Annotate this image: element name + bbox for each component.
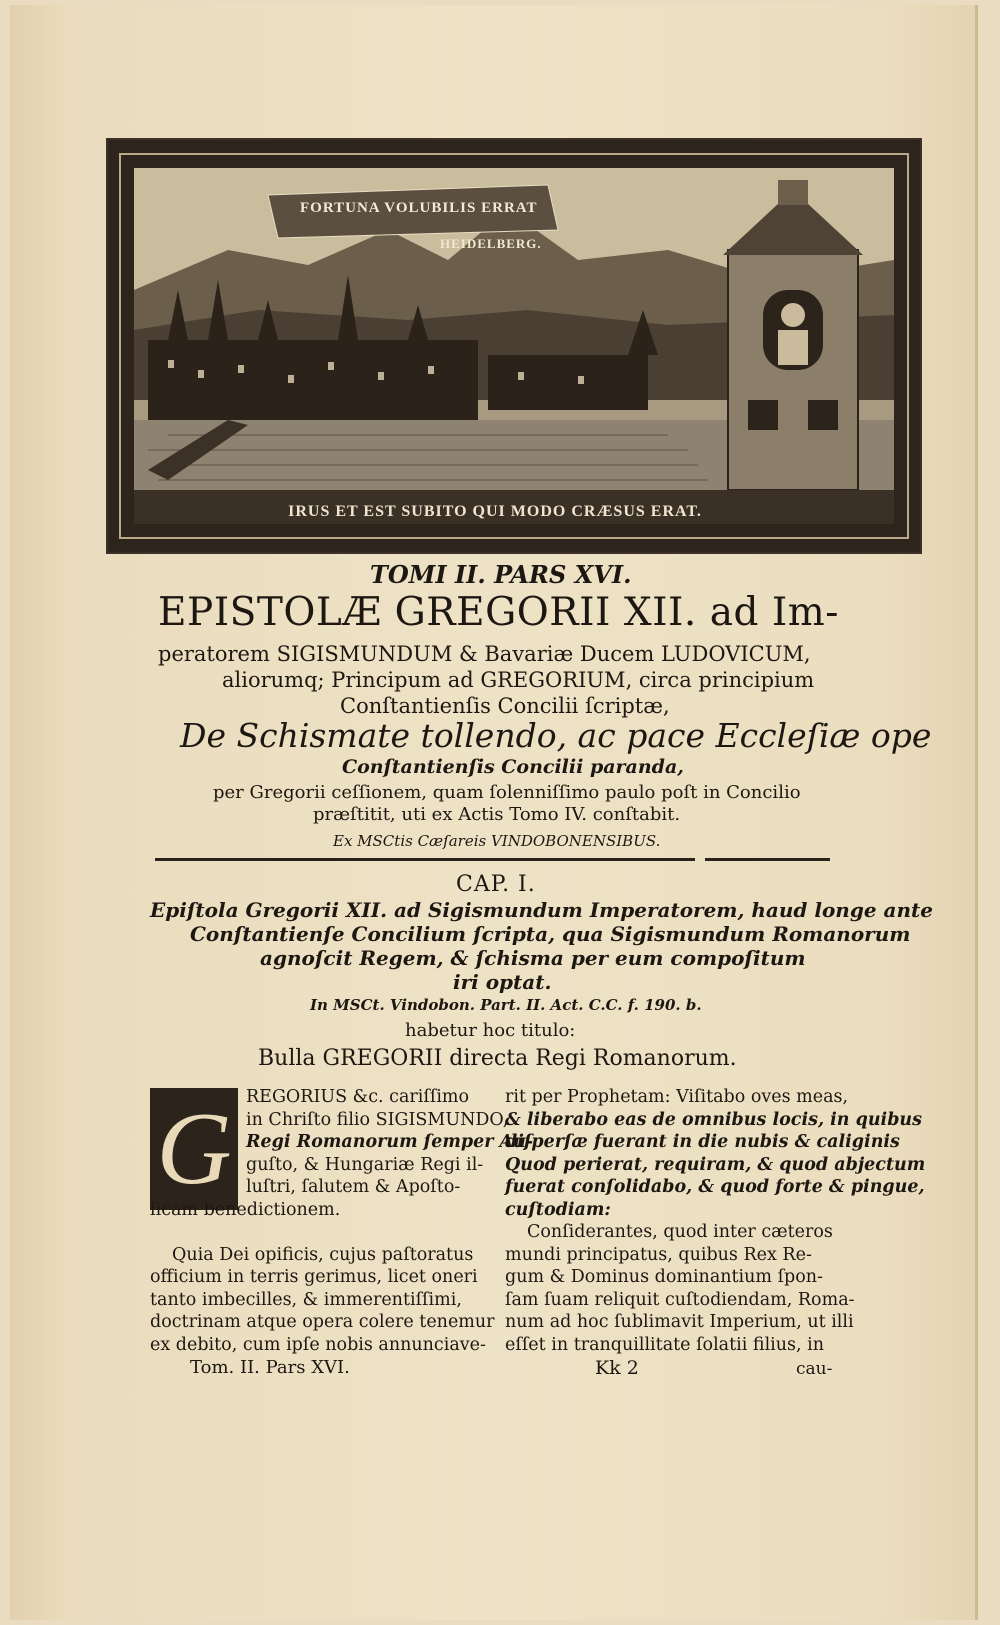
habetur-line: habetur hoc titulo: [405, 1020, 576, 1041]
divider-rule-short [705, 858, 830, 861]
text-line: tanto imbecilles, & immerentiſſimi, [150, 1289, 462, 1310]
text-line: in Chriſto filio SIGISMUNDO, [246, 1109, 509, 1130]
title-line-7: per Gregorii ceſſionem, quam ſolenniſſimo paulo poſt in Concilio [213, 782, 801, 803]
text-line: luſtri, ſalutem & Apoſto- [246, 1177, 461, 1197]
text-line: eſſet in tranquillitate ſolatii filius, in [505, 1334, 825, 1355]
engraving-place-label: HEIDELBERG. [440, 236, 542, 251]
left-text-column [150, 1086, 534, 1356]
title-line-2: peratorem SIGISMUNDUM & Bavariæ Ducem LUDOVICUM, [158, 642, 811, 666]
text-line: doctrinam atque opera colere tenemur [150, 1312, 495, 1332]
text-line [150, 1221, 490, 1244]
subtitle-line-2: Conſtantienſis Concilii paranda, [342, 756, 684, 778]
signature-mark: Kk 2 [595, 1357, 639, 1379]
text-line: Regi Romanorum ſemper Au- [246, 1132, 534, 1152]
text-line: Quod perierat, requiram, & quod abjectum [505, 1154, 926, 1175]
title-line-4: Conſtantienſis Concilii ſcriptæ, [340, 694, 670, 718]
text-line: ſam ſuam reliquit cuſtodiendam, Roma- [505, 1289, 855, 1310]
bulla-heading: Bulla GREGORII directa Regi Romanorum. [258, 1046, 737, 1071]
text-line: & liberabo eas de omnibus locis, in quibus [505, 1109, 923, 1130]
text-line: fuerat conſolidabo, & quod forte & pingue, [505, 1177, 925, 1197]
engraving-motto-bottom: IRUS ET EST SUBITO QUI MODO CRÆSUS ERAT. [288, 503, 702, 520]
text-line: licam benedictionem. [150, 1199, 341, 1220]
title-line-3: aliorumq; Principum ad GREGORIUM, circa principium [222, 668, 815, 692]
text-line: cuſtodiam: [505, 1199, 611, 1220]
text-line: REGORIUS &c. cariſſimo [246, 1087, 470, 1107]
text-line: ex debito, cum ipſe nobis annunciave- [150, 1334, 486, 1355]
text-line: mundi principatus, quibus Rex Re- [505, 1244, 812, 1265]
text-line: diſperſæ fuerant in die nubis & caliginis [505, 1132, 900, 1152]
divider-rule [155, 858, 695, 861]
chapter-title-line-4: iri optat. [453, 970, 552, 994]
initial-letter: G [156, 1091, 232, 1206]
text-line: num ad hoc ſublimavit Imperium, ut illi [505, 1312, 854, 1332]
signature-line: Tom. II. Pars XVI. [190, 1357, 350, 1378]
source-note: Ex MSCtis Cæſareis VINDOBONENSIBUS. [333, 832, 661, 850]
chapter-heading: CAP. I. [456, 872, 536, 897]
title-line-8: præſtitit, uti ex Actis Tomo IV. conſtabit. [313, 804, 681, 825]
engraving-motto-top: FORTUNA VOLUBILIS ERRAT [300, 200, 538, 216]
text-line: guſto, & Hungariæ Regi il- [246, 1154, 484, 1175]
chapter-title-line-3: agnoſcit Regem, & ſchisma per eum compoſitum [260, 946, 806, 970]
text-line: rit per Prophetam: Viſitabo oves meas, [505, 1087, 849, 1107]
text-line: Conſiderantes, quod inter cæteros [527, 1222, 833, 1242]
text-line: officium in terris gerimus, licet oneri [150, 1267, 478, 1287]
text-line: Quia Dei opificis, cujus paſtoratus [172, 1244, 474, 1265]
chapter-title-line-2: Conſtantienſe Concilium ſcripta, qua Sigismundum Romanorum [190, 922, 911, 946]
manuscript-reference: In MSCt. Vindobon. Part. II. Act. C.C. f. 190. b. [310, 996, 702, 1014]
catchword: cau- [796, 1359, 833, 1379]
subtitle: De Schismate tollendo, ac pace Eccleſiæ ope [180, 716, 932, 755]
text-line: gum & Dominus dominantium ſpon- [505, 1267, 823, 1287]
volume-heading: TOMI II. PARS XVI. [370, 560, 632, 589]
right-text-column [505, 1086, 926, 1356]
chapter-title-line-1: Epiſtola Gregorii XII. ad Sigismundum Imperatorem, haud longe ante [150, 898, 933, 922]
page-title: EPISTOLÆ GREGORII XII. ad Im- [158, 590, 839, 635]
